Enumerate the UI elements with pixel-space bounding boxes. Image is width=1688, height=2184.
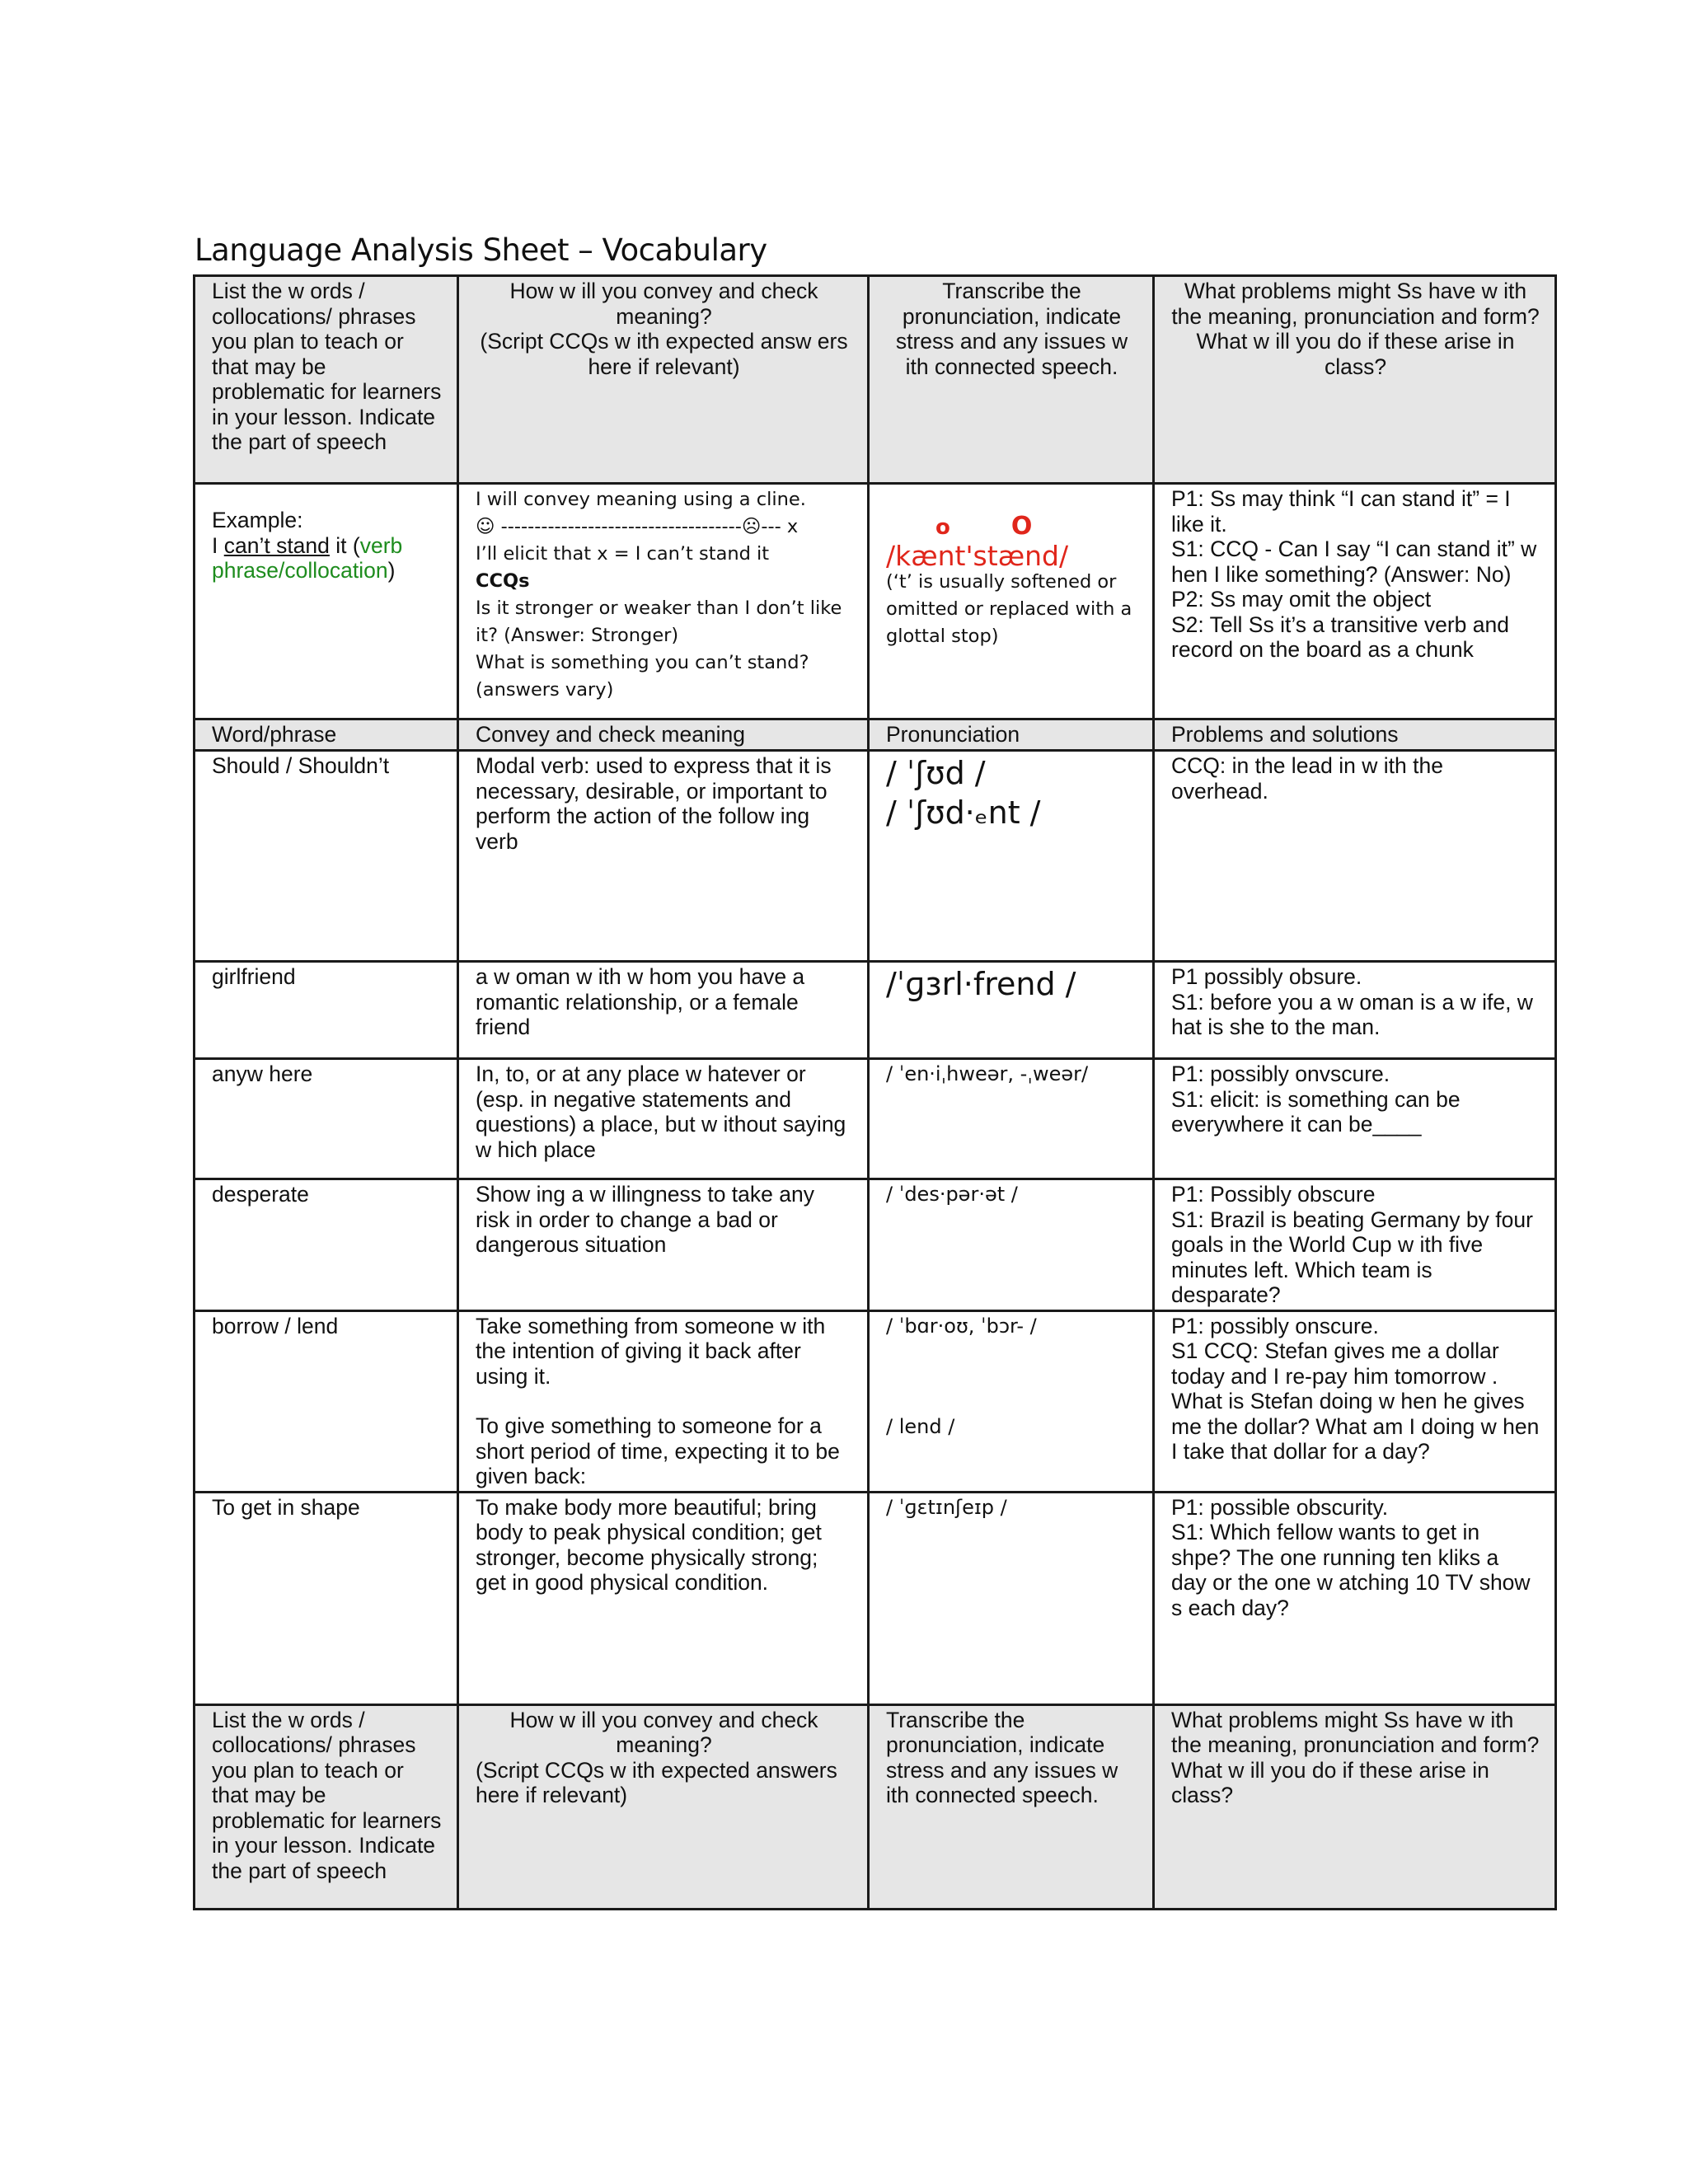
example-word-end: ) [387,558,396,583]
row-pronunciation [869,1310,1154,1492]
example-solution-2: S2: Tell Ss it’s a transitive verb and record on the board as a chunk [1171,612,1509,662]
footer-meaning-cell [458,1704,869,1909]
row-word: anyw here [195,1059,458,1179]
example-label: Example: [212,508,303,532]
row-meaning: To make body more beautiful; bring body to peak physical condition; get stronger, become physically strong; get in good physical condition. [458,1492,869,1704]
row-word: girlfriend [195,962,458,1059]
row-meaning: a w oman w ith w hom you have a romantic relationship, or a female friend [458,962,869,1059]
table-row [195,1310,1556,1492]
header-words-text: List the w ords / collocations/ phrases you plan to teach or that may be problematic for learners in your lesson. Indicate the part of speech [212,279,442,454]
table-row [195,962,1556,1059]
row-meaning [458,1310,869,1492]
subheader-meaning: Convey and check meaning [458,719,869,751]
example-cline: ☺ ------------------------------------☹--- x [476,516,799,537]
header-words-cell [195,276,458,484]
row-problem: P1: possibly onvscure. [1171,1062,1390,1086]
row-ipa: / ˈʃʊd / [886,755,986,791]
row-ipa: / ˈdes·pər·ət / [886,1183,1018,1206]
footer-meaning-note: (Script CCQs w ith expected answers here if relevant) [476,1757,837,1807]
header-meaning-cell [458,276,869,484]
example-ccq-1: Is it stronger or weaker than I don’t like it? (Answer: Stronger) [476,598,842,646]
table-header-row [195,276,1556,484]
stress-weak-mark: o [935,515,950,540]
example-problem-1: P1: Ss may think “I can stand it” = I like it. [1171,486,1511,537]
stress-pattern [886,514,1137,541]
row-word: Should / Shouldn’t [195,751,458,962]
row-problem: P1 possibly obsure. [1171,964,1362,989]
example-ccq-2: What is something you can’t stand? (answers vary) [476,652,809,701]
subheader-problems: Problems and solutions [1154,719,1556,751]
row-meaning: Show ing a w illingness to take any risk in order to change a bad or dangerous situation [458,1179,869,1311]
example-row [195,484,1556,719]
row-meaning: In, to, or at any place w hatever or (esp. in negative statements and questions) a place, but w ithout saying w hich place [458,1059,869,1179]
example-meaning-cell [458,484,869,719]
row-meaning-borrow: Take something from someone w ith the intention of giving it back after using it. [476,1313,826,1389]
row-ipa: / ˈʃʊd·ₑnt / [886,794,1041,831]
row-problems: CCQ: in the lead in w ith the overhead. [1154,751,1556,962]
stress-strong-mark: O [1010,512,1033,541]
footer-meaning-question: How w ill you convey and check meaning? [509,1707,818,1757]
table-row [195,1179,1556,1311]
row-ipa-lend: / lend / [886,1415,955,1438]
row-problems [1154,1059,1556,1179]
example-meaning-line: I will convey meaning using a cline. [476,489,806,510]
example-part-of-speech: verb phrase/collocation [212,532,403,583]
row-word: To get in shape [195,1492,458,1704]
subheader-word: Word/phrase [195,719,458,751]
row-pronunciation [869,962,1154,1059]
example-ipa: /kænt'stænd/ [886,539,1069,572]
row-word: desperate [195,1179,458,1311]
row-meaning: Modal verb: used to express that it is necessary, desirable, or important to perform the action of the follow ing verb [458,751,869,962]
example-pronunciation-cell [869,484,1154,719]
row-problems [1154,1310,1556,1492]
row-problems [1154,1179,1556,1311]
table-footer-row [195,1704,1556,1909]
row-solution: S1: elicit: is something can be everywhere it can be____ [1171,1086,1461,1137]
row-pronunciation [869,1179,1154,1311]
example-word-prefix: I [212,532,224,558]
row-problems [1154,962,1556,1059]
example-solution-1: S1: CCQ - Can I say “I can stand it” w hen I like something? (Answer: No) [1171,537,1537,587]
row-word: borrow / lend [195,1310,458,1492]
header-meaning-question: How w ill you convey and check meaning? [509,279,818,329]
row-problem: P1: Possibly obscure [1171,1182,1376,1207]
example-ccqs-heading: CCQs [476,570,530,592]
footer-words-cell: List the w ords / collocations/ phrases you plan to teach or that may be problematic for learners in your lesson. Indicate the part of speech [195,1704,458,1909]
header-problems-text: What problems might Ss have w ith the meaning, pronunciation and form? What w ill you do if these arise in class? [1171,279,1540,379]
footer-problems-cell: What problems might Ss have w ith the meaning, pronunciation and form? What w ill you do if these arise in class? [1154,1704,1556,1909]
example-word [212,533,442,583]
row-solution: S1: Brazil is beating Germany by four goals in the World Cup w ith five minutes left. Which team is desparate? [1171,1207,1533,1307]
row-ipa: /ˈɡɜrl·frend / [886,966,1076,1002]
table-row [195,1059,1556,1179]
header-meaning-note: (Script CCQs w ith expected answ ers here if relevant) [480,329,848,379]
row-ipa: / ˈen·iˌhweər, -ˌweər/ [886,1062,1089,1085]
row-solution: S1: before you a w oman is a w ife, w hat is she to the man. [1171,989,1533,1039]
subheader-row [195,719,1556,751]
row-solution: S1 CCQ: Stefan gives me a dollar today and I re-pay him tomorrow . What is Stefan doing w hen he gives me the dollar? What am I doing w hen I take that dollar for a day? [1171,1338,1540,1464]
row-solution: S1: Which fellow wants to get in shpe? The one running ten kliks a day or the one w atching 10 TV show s each day? [1171,1520,1531,1620]
row-ipa: / ˈɡɛtɪnʃeɪp / [886,1495,1007,1519]
example-word-cell [195,484,458,719]
row-meaning-lend: To give something to someone for a short period of time, expecting it to be given back: [476,1413,840,1488]
header-pronunciation-cell [869,276,1154,484]
row-ipa-borrow: / ˈbɑr·oʊ, ˈbɔr- / [886,1314,1037,1338]
example-problems-cell [1154,484,1556,719]
header-pronunciation-text: Transcribe the pronunciation, indicate stress and any issues w ith connected speech. [895,279,1128,379]
row-problem: P1: possible obscurity. [1171,1494,1389,1520]
header-problems-cell [1154,276,1556,484]
row-pronunciation [869,1492,1154,1704]
example-problem-2: P2: Ss may omit the object [1171,587,1432,612]
footer-pronunciation-cell: Transcribe the pronunciation, indicate stress and any issues w ith connected speech. [869,1704,1154,1909]
example-pron-note: (‘t’ is usually softened or omitted or replaced with a glottal stop) [886,571,1132,647]
row-pronunciation [869,1059,1154,1179]
row-problem: P1: possibly onscure. [1171,1313,1379,1338]
row-pronunciation [869,751,1154,962]
table-row [195,751,1556,962]
example-elicit-line: I’ll elicit that x = I can’t stand it [476,543,770,565]
page-title: Language Analysis Sheet – Vocabulary [195,232,767,268]
table-row [195,1492,1556,1704]
example-target-word: can’t stand [223,532,330,558]
example-word-mid: it ( [329,532,360,558]
subheader-pronunciation: Pronunciation [869,719,1154,751]
vocabulary-analysis-table [193,274,1557,1910]
row-problems [1154,1492,1556,1704]
